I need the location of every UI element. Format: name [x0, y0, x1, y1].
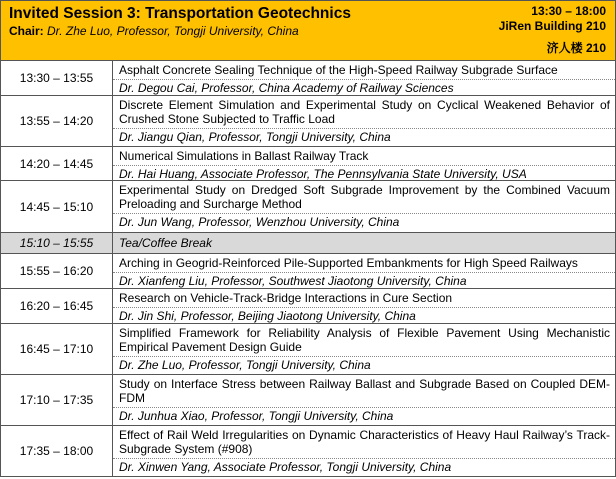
break-label: Tea/Coffee Break [119, 236, 212, 250]
table-row [1, 60, 615, 95]
talk-time: 16:45 – 17:10 [1, 324, 113, 374]
talk-author: Dr. Jiangu Qian, Professor, Tongji University, China [113, 128, 615, 146]
session-header [0, 0, 616, 60]
talk-title: Discrete Element Simulation and Experimental Study on Cyclical Weakened Behavior of Crushed Stone Subjected to Traffic Load [119, 98, 610, 126]
talk-time: 17:35 – 18:00 [1, 426, 113, 476]
chair-label: Chair: [9, 24, 44, 38]
talk-details [113, 61, 615, 95]
break-row [1, 232, 615, 253]
talk-details [113, 254, 615, 288]
table-row [1, 425, 615, 477]
table-row [1, 180, 615, 232]
talk-time: 13:55 – 14:20 [1, 96, 113, 146]
talk-details [113, 147, 615, 180]
talk-title: Simplified Framework for Reliability Analysis of Flexible Pavement Using Mechanistic Empirical Pavement Design Guide [119, 326, 610, 354]
session-venue: JiRen Building 210 [498, 19, 606, 33]
talk-title: Effect of Rail Weld Irregularities on Dynamic Characteristics of Heavy Haul Railway’s Track-Subgrade System (#908) [119, 428, 610, 456]
table-row [1, 374, 615, 425]
talk-details [113, 324, 615, 374]
talk-author: Dr. Junhua Xiao, Professor, Tongji University, China [113, 407, 615, 425]
talk-time: 15:55 – 16:20 [1, 254, 113, 288]
talk-author: Dr. Degou Cai, Professor, China Academy of Railway Sciences [113, 79, 615, 97]
table-row [1, 323, 615, 374]
talk-title: Asphalt Concrete Sealing Technique of the High-Speed Railway Subgrade Surface [119, 63, 558, 77]
talk-author: Dr. Jun Wang, Professor, Wenzhou University, China [113, 213, 615, 231]
session-title: Invited Session 3: Transportation Geotechnics [9, 5, 351, 22]
talk-details [113, 181, 615, 232]
talk-author: Dr. Hai Huang, Associate Professor, The Pennsylvania State University, USA [113, 165, 615, 183]
talk-details [113, 96, 615, 146]
talk-time: 17:10 – 17:35 [1, 375, 113, 425]
talk-title: Numerical Simulations in Ballast Railway Track [119, 149, 369, 163]
talk-title: Research on Vehicle-Track-Bridge Interactions in Cure Section [119, 291, 453, 305]
talk-title: Experimental Study on Dredged Soft Subgrade Improvement by the Combined Vacuum Preloading and Surcharge Method [119, 183, 610, 211]
table-row [1, 253, 615, 288]
talk-author: Dr. Jin Shi, Professor, Beijing Jiaotong University, China [113, 307, 615, 325]
talk-author: Dr. Xinwen Yang, Associate Professor, Tongji University, China [113, 458, 615, 476]
talk-title: Arching in Geogrid-Reinforced Pile-Supported Embankments for High Speed Railways [119, 256, 578, 270]
talk-author: Dr. Zhe Luo, Professor, Tongji University, China [113, 356, 615, 374]
talk-time: 13:30 – 13:55 [1, 61, 113, 95]
table-row [1, 146, 615, 180]
talk-author: Dr. Xianfeng Liu, Professor, Southwest Jiaotong University, China [113, 272, 615, 290]
table-row [1, 288, 615, 323]
talk-time: 14:20 – 14:45 [1, 147, 113, 180]
talk-time: 14:45 – 15:10 [1, 181, 113, 232]
table-row [1, 95, 615, 146]
chair-name: Dr. Zhe Luo, Professor, Tongji University, China [47, 24, 299, 38]
talk-details [113, 375, 615, 425]
talk-details [113, 289, 615, 323]
talk-details [113, 426, 615, 476]
break-time: 15:10 – 15:55 [1, 233, 113, 253]
session-chair [9, 24, 299, 38]
session-venue-chinese: 济人楼 210 [546, 41, 606, 55]
talk-time: 16:20 – 16:45 [1, 289, 113, 323]
talk-title: Study on Interface Stress between Railway Ballast and Subgrade Based on Coupled DEM-FDM [119, 377, 610, 405]
session-time: 13:30 – 18:00 [531, 4, 606, 18]
schedule-table [0, 60, 616, 477]
